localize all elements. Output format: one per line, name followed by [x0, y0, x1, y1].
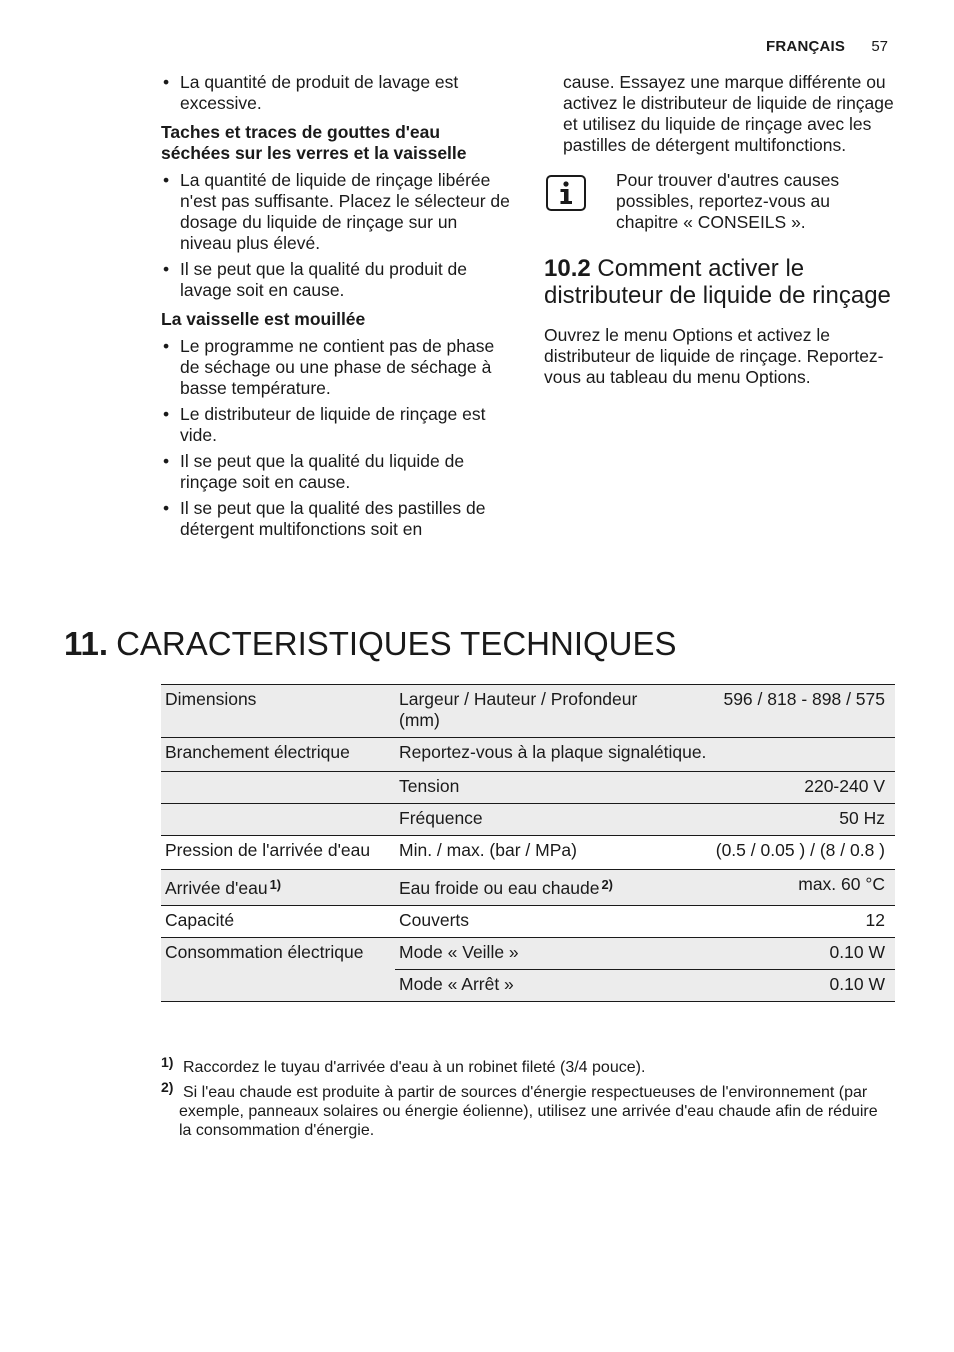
list-item: • Le programme ne contient pas de phase de séchage ou une phase de séchage à basse température. — [163, 336, 495, 398]
table-row: Branchement électrique Reportez-vous à la plaque signalétique. — [161, 738, 895, 772]
subheading-water-spots: Taches et traces de gouttes d'eau séchées sur les verres et la vaisselle — [161, 122, 467, 163]
table-row: Dimensions Largeur / Hauteur / Profondeur (mm) 596 / 818 - 898 / 575 — [161, 685, 895, 738]
table-row: Mode « Arrêt » 0.10 W — [161, 970, 895, 1002]
chapter-heading — [64, 624, 677, 664]
chapter-number: 11. — [64, 625, 109, 662]
table-row: Fréquence 50 Hz — [161, 804, 895, 836]
right-column — [544, 72, 896, 388]
page-header — [766, 38, 888, 55]
section-heading — [544, 255, 896, 309]
subheading-wet-dishes: La vaisselle est mouillée — [161, 309, 366, 329]
section-number: 10.2 — [544, 255, 591, 282]
table-row: Arrivée d'eau $^{1)}$ Eau froide ou eau chaude $^{2)}$ max. 60 °C — [161, 870, 895, 906]
list-item: • Le distributeur de liquide de rinçage est vide. — [163, 404, 486, 445]
info-note — [544, 170, 896, 233]
list-item: • Il se peut que la qualité des pastilles de détergent multifonctions soit en — [163, 498, 486, 539]
table-row: Pression de l'arrivée d'eau Min. / max. (bar / MPa) (0.5 / 0.05 ) / (8 / 0.8 ) — [161, 836, 895, 870]
list-item: • La quantité de liquide de rinçage libérée n'est pas suffisante. Placez le sélecteur de dosage du liquide de rinçage sur un niveau plus élevé. — [163, 170, 510, 253]
footnote: 1) Raccordez le tuyau d'arrivée d'eau à un robinet fileté (3/4 pouce). — [161, 1054, 646, 1076]
chapter-title: CARACTERISTIQUES TECHNIQUES — [116, 625, 677, 662]
list-item: • La quantité de produit de lavage est excessive. — [163, 72, 459, 113]
section-title: Comment activer le distributeur de liquide de rinçage — [544, 255, 891, 309]
bullet-continuation: cause. Essayez une marque différente ou activez le distributeur de liquide de rinçage et utilisez du liquide de rinçage avec les pastilles de détergent multifonctions. — [563, 72, 894, 155]
table-row: Consommation électrique Mode « Veille » 0.10 W — [161, 938, 895, 970]
info-icon — [546, 175, 586, 211]
table-row: Capacité Couverts 12 — [161, 906, 895, 938]
note-text: Pour trouver d'autres causes possibles, reportez-vous au chapitre « CONSEILS ». — [616, 170, 840, 232]
footnote: 2) Si l'eau chaude est produite à partir de sources d'énergie respectueuses de l'environnement (par exemple, panneaux solaires ou énergie éolienne), utilisez une arrivée d'eau chaude afin de réduire la consommation d'énergie. — [161, 1079, 878, 1139]
language-label: FRANÇAIS — [766, 38, 846, 55]
left-column — [161, 72, 511, 545]
section-body: Ouvrez le menu Options et activez le distributeur de liquide de rinçage. Reportez-vous au tableau du menu Options. — [544, 325, 884, 387]
spec-table — [161, 684, 895, 1002]
page-number: 57 — [871, 38, 888, 55]
footnotes — [161, 1054, 881, 1146]
list-item: • Il se peut que la qualité du produit de lavage soit en cause. — [163, 259, 468, 300]
table-row: Tension 220-240 V — [161, 772, 895, 804]
list-item: • Il se peut que la qualité du liquide de rinçage soit en cause. — [163, 451, 465, 492]
